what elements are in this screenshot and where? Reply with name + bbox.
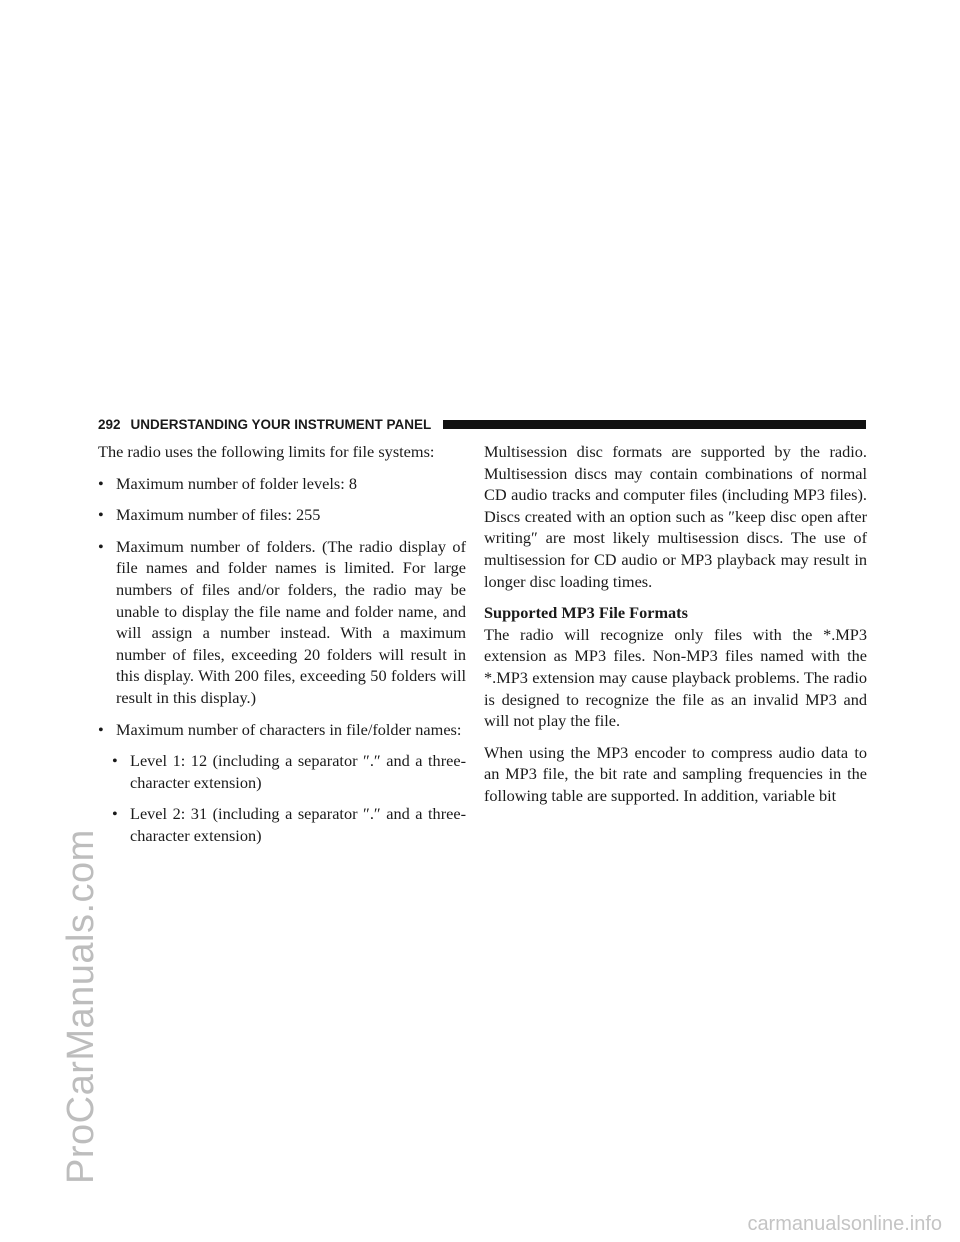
right-column — [484, 441, 867, 817]
bullet-max-characters: • Maximum number of characters in file/folder names: — [98, 719, 466, 741]
left-column — [98, 441, 466, 857]
multisession-paragraph: Multisession disc formats are supported by the radio. Multisession discs may contain combinations of normal CD audio tracks and computer files (including MP3 files). Discs created with an option such as ″keep disc open after writing″ are most likely multisession discs. The use of multisession for CD audio or MP3 playback may result in longer disc loading times. — [484, 442, 867, 591]
footer-watermark: carmanualsonline.info — [747, 1213, 942, 1235]
mp3-extension-paragraph: The radio will recognize only files with the *.MP3 extension as MP3 files. Non-MP3 files named with the *.MP3 extension may cause playback problems. The radio is designed to recognize the file as an invalid MP3 and will not play the file. — [484, 624, 867, 731]
sub-bullet-level-1: • Level 1: 12 (including a separator ″.″ and a three-character extension) — [112, 750, 466, 793]
bullet-folder-levels: • Maximum number of folder levels: 8 — [98, 473, 466, 495]
sub-bullet-level-2: • Level 2: 31 (including a separator ″.″ and a three-character extension) — [112, 803, 466, 846]
subheading-mp3-formats: Supported MP3 File Formats — [484, 603, 688, 623]
encoder-paragraph: When using the MP3 encoder to compress audio data to an MP3 file, the bit rate and sampling frequencies in the following table are supported. In addition, variable bit — [484, 742, 867, 805]
header-rule — [443, 420, 866, 429]
intro-paragraph: The radio uses the following limits for file systems: — [98, 442, 435, 461]
bullet-max-files: • Maximum number of files: 255 — [98, 504, 466, 526]
page-header — [98, 416, 866, 432]
page-number: 292 — [98, 416, 121, 432]
side-watermark: ProCarManuals.com — [60, 829, 102, 1184]
bullet-max-folders: • Maximum number of folders. (The radio display of file names and folder names is limited. For large numbers of files and/or folders, the radio may be unable to display the file name and folder name, and will assign a number instead. With a maximum number of files, exceeding 20 folders will result in this display. With 200 files, exceeding 50 folders will result in this display.) — [98, 536, 466, 709]
section-title: UNDERSTANDING YOUR INSTRUMENT PANEL — [130, 416, 432, 432]
